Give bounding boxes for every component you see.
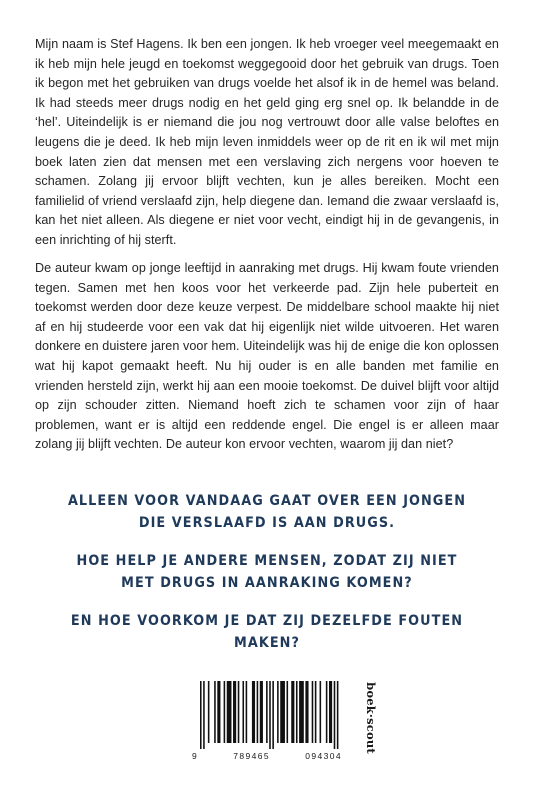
- barcode-digit-right-group: 094304: [305, 751, 342, 761]
- barcode-bar: [203, 681, 205, 749]
- barcode-bar: [224, 681, 226, 743]
- barcode-bar: [326, 681, 328, 743]
- barcode-bar: [320, 681, 322, 743]
- barcode-bar: [337, 681, 339, 749]
- barcode-bar: [233, 681, 236, 743]
- barcode-bar: [266, 681, 268, 743]
- barcode-bar: [291, 681, 294, 743]
- tagline-3: [50, 610, 485, 654]
- barcode-bar: [277, 681, 279, 743]
- barcode-bar: [305, 681, 308, 743]
- barcode-bar: [269, 681, 271, 749]
- barcode-bar: [280, 681, 285, 743]
- barcode-bars: [200, 681, 340, 749]
- tagline-1-line-2: DIE VERSLAAFD IS AAN DRUGS.: [138, 514, 396, 531]
- tagline-3-line-1: EN HOE VOORKOM JE DAT ZIJ DEZELFDE FOUTEN MAKEN?: [70, 612, 464, 651]
- barcode-bar: [299, 681, 304, 743]
- barcode-bar: [315, 681, 317, 743]
- barcode-bar: [252, 681, 255, 743]
- tagline-2-line-2: MET DRUGS IN AANRAKING KOMEN?: [121, 574, 413, 591]
- barcode-bar: [246, 681, 248, 743]
- tagline-1: [50, 490, 485, 534]
- barcode-bar: [208, 681, 210, 743]
- barcode-bar: [200, 681, 202, 749]
- barcode-bar: [329, 681, 332, 743]
- barcode-bar: [227, 681, 232, 743]
- barcode-bar: [242, 681, 244, 743]
- publisher-logo: [364, 666, 378, 770]
- isbn-barcode: [188, 668, 352, 768]
- barcode-bar: [214, 681, 216, 743]
- barcode-bar: [238, 681, 240, 743]
- blurb-paragraph-2: De auteur kwam op jonge leeftijd in aanraking met drugs. Hij kwam foute vrienden tegen. Samen met hen koos voor het verkeerde pad. Zijn hele puberteit en toekomst werden door deze keuze verpest. De middelbare school maakte hij niet af en hij studeerde voor een vak dat hij eigenlijk niet wilde uitvoeren. Het waren donkere en duistere jaren voor hem. Uiteindelijk was hij de enige die kon oplossen wat hij kapot gemaakt heeft. Nu hij ouder is en alle banden met familie en vrienden hersteld zijn, werkt hij aan een mooie toekomst. De duivel blijft voor altijd op zijn schouder zitten. Niemand hoeft zich te schamen voor zijn of haar problemen, want er is altijd een reddende engel. Die engel is er alleen maar zolang jij blijft vechten. De auteur kon ervoor vechten, waarom jij dan niet?: [35, 261, 499, 452]
- barcode-bar: [260, 681, 263, 743]
- tagline-1-line-1: ALLEEN VOOR VANDAAG GAAT OVER EEN JONGEN: [67, 492, 467, 509]
- taglines: [50, 490, 485, 654]
- barcode-digit-prefix: 9: [192, 751, 199, 761]
- blurb-paragraph-1: Mijn naam is Stef Hagens. Ik ben een jongen. Ik heb vroeger veel meegemaakt en ik heb mijn hele jeugd en toekomst weggegooid door het gebruik van drugs. Toen ik begon met het gebruiken van drugs voelde het alsof ik in de hemel was beland. Ik had steeds meer drugs nodig en het geld ging erg snel op. Ik belandde in de ‘hel’. Uiteindelijk is er niemand die jou nog vertrouwt door alle valse beloftes en leugens die je deed. Ik heb mijn leven inmiddels weer op de rit en ik wil met mijn boek laten zien dat mensen met een verslaving zich nergens voor hoeven te schamen. Zolang jij ervoor blijft vechten, kun je alles bereiken. Mocht een familielid of vriend verslaafd zijn, help diegene dan. Iemand die zwaar verslaafd is, kan het niet alleen. Als diegene er niet voor vecht, eindigt hij in de gevangenis, in een inrichting of hij sterft.: [35, 37, 499, 247]
- tagline-2-line-1: HOE HELP JE ANDERE MENSEN, ZODAT ZIJ NIET: [76, 552, 458, 569]
- barcode-bar: [272, 681, 274, 749]
- barcode-bar: [312, 681, 314, 743]
- barcode-digits: [192, 751, 342, 761]
- publisher-logo-text: boek·scout: [364, 682, 378, 754]
- barcode-bar: [334, 681, 336, 749]
- tagline-2: [50, 550, 485, 594]
- barcode-bar: [257, 681, 259, 743]
- barcode-bar: [217, 681, 220, 743]
- barcode-bar: [287, 681, 289, 743]
- barcode-bar: [296, 681, 298, 743]
- barcode-digit-left-group: 789465: [233, 751, 271, 761]
